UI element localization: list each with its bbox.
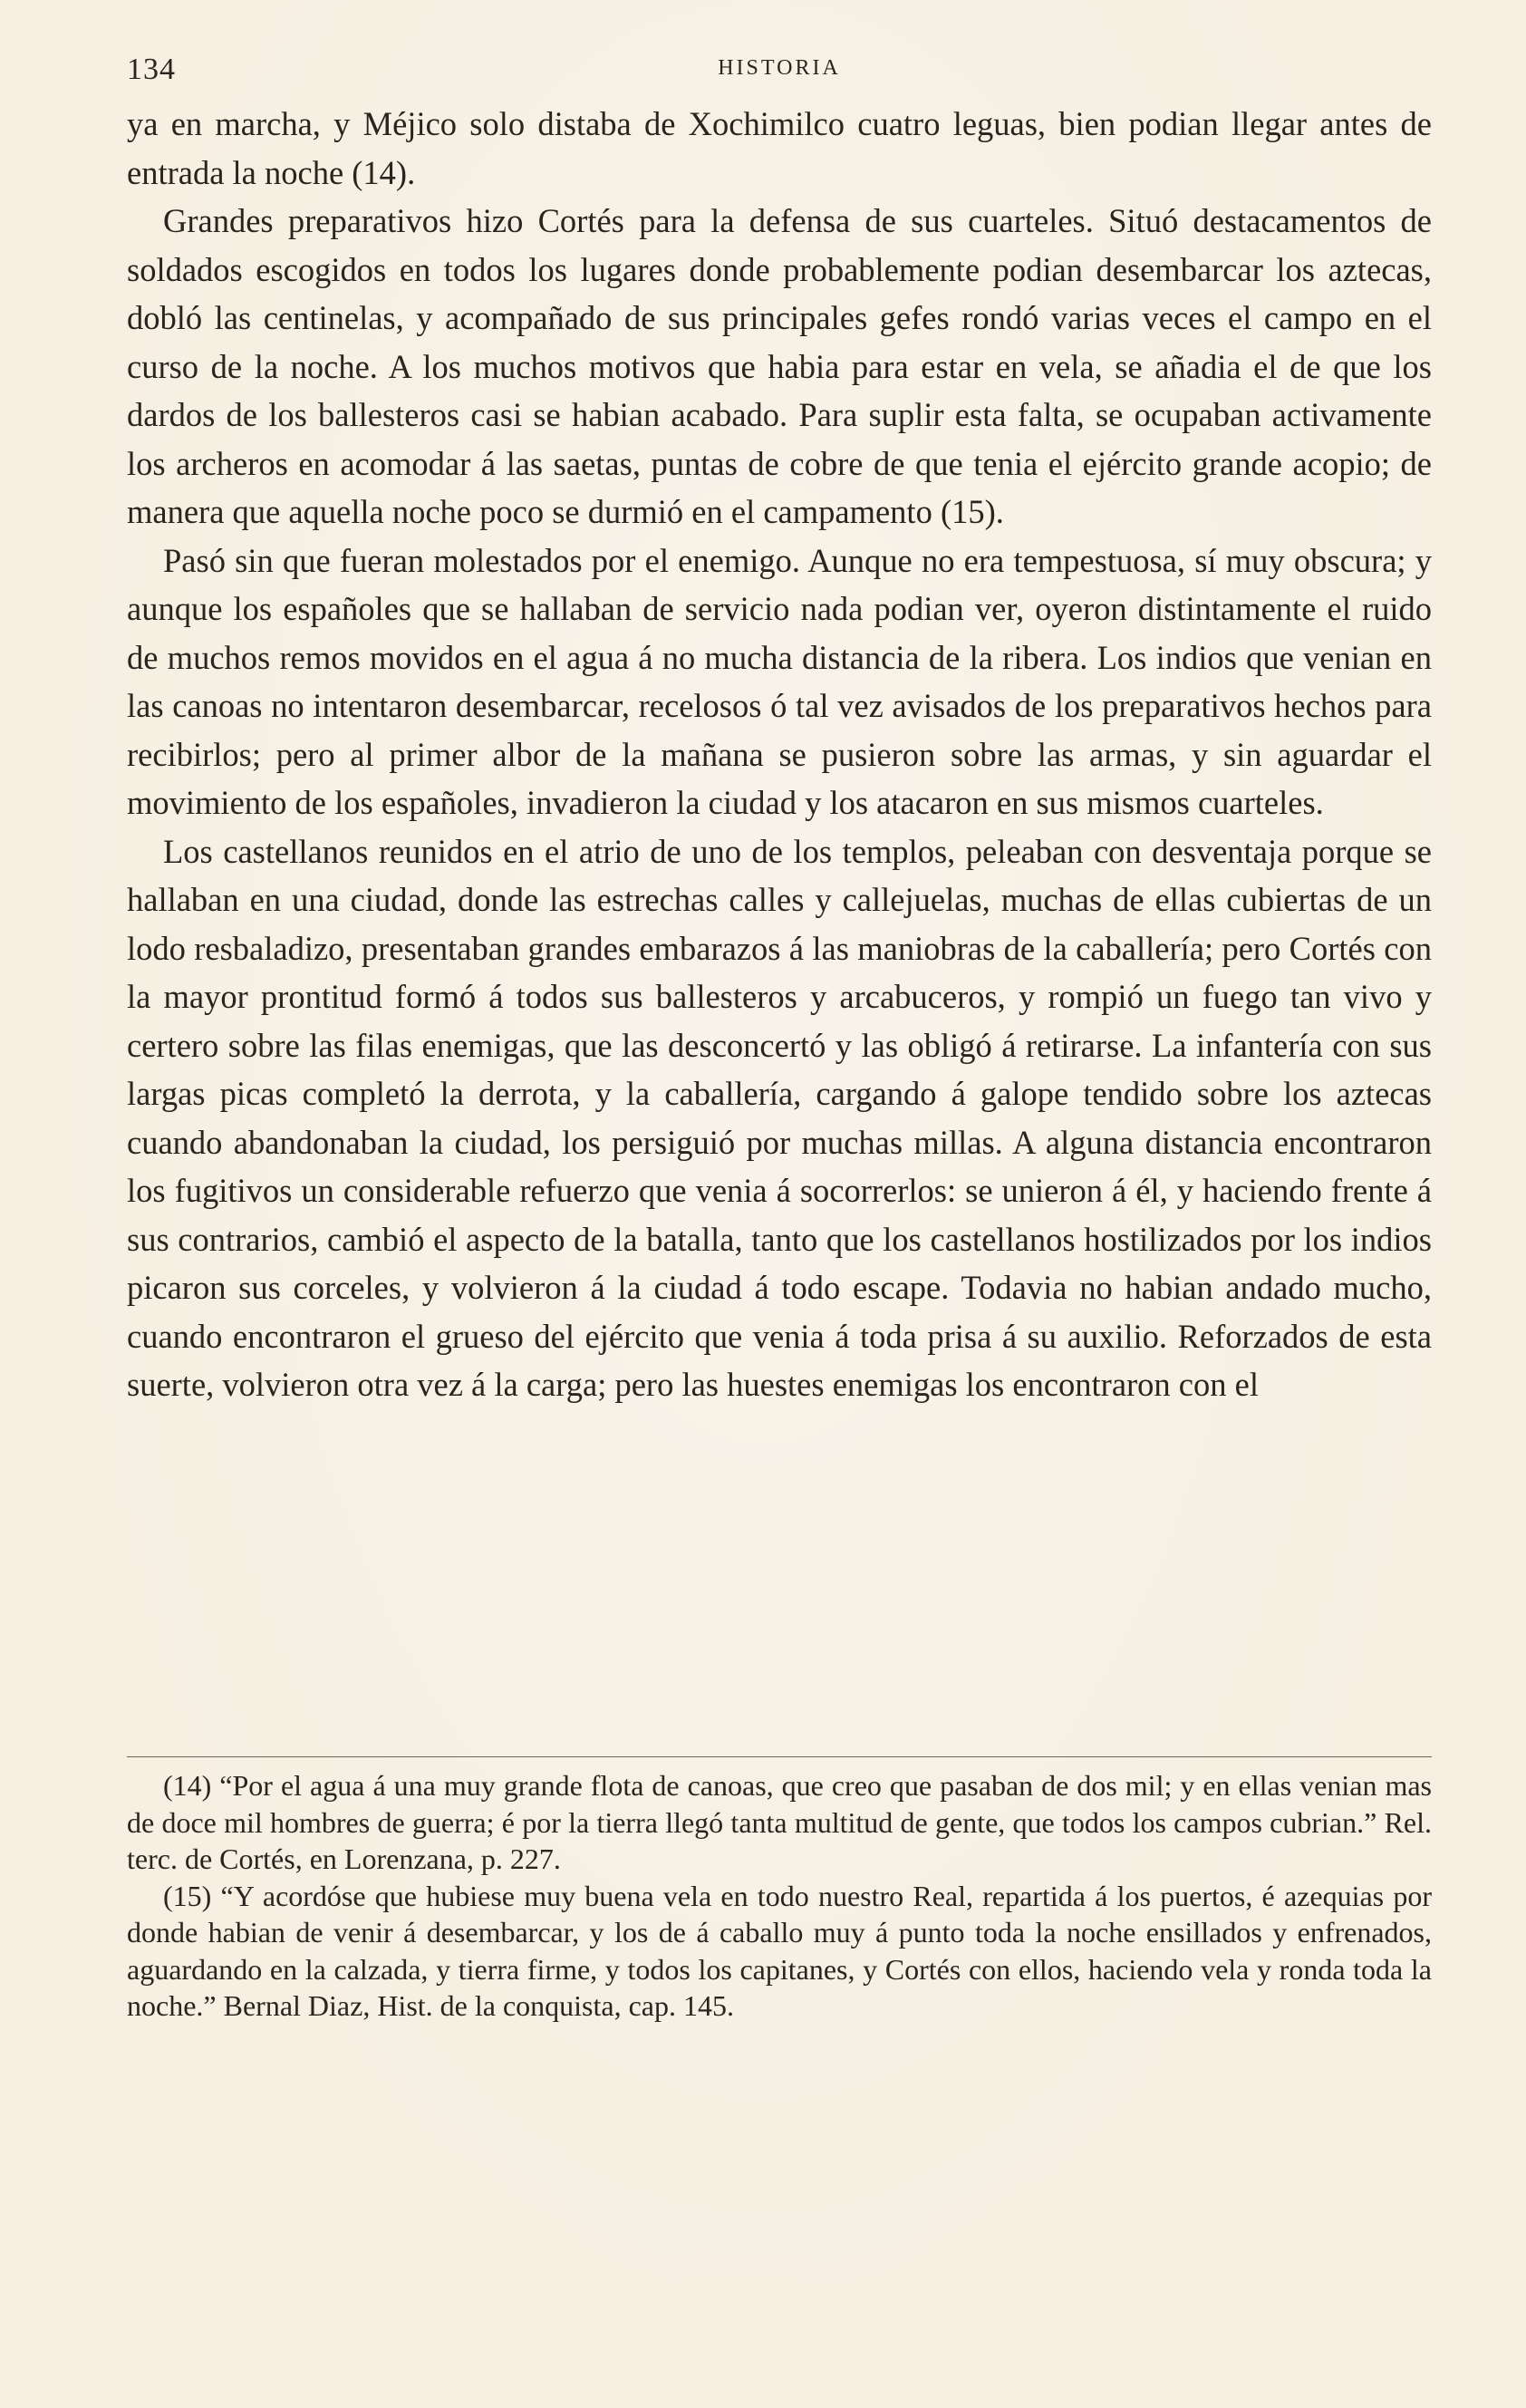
paragraph: ya en marcha, y Méjico solo distaba de Xochimilco cuatro leguas, bien podian llegar antes de entrada la noche (14). — [127, 105, 1432, 191]
footnotes — [127, 1767, 1432, 2025]
page-number: 134 — [127, 53, 176, 86]
main-text — [127, 100, 1432, 1409]
footnote-rule — [127, 1756, 1432, 1757]
page-header — [127, 53, 1432, 98]
footnote-15: (15) “Y acordóse que hubiese muy buena vela en todo nuestro Real, repartida á los puertos, é azequias por donde habian de venir á desembarcar, y los de á caballo muy á punto toda la noche ensillados y enfrenados, aguardando en la calzada, y tierra firme, y todos los capitanes, y Cortés con ellos, haciendo vela y ronda toda la noche.” Bernal Diaz, Hist. de la conquista, cap. 145. — [127, 1879, 1432, 2022]
paragraph: Los castellanos reunidos en el atrio de uno de los templos, peleaban con desventaja porque se hallaban en una ciudad, donde las estrechas calles y callejuelas, muchas de ellas cubiertas de un lodo resbaladizo, presentaban grandes embarazos á las maniobras de la caballería; pero Cortés con la mayor prontitud formó á todos sus ballesteros y arcabuceros, y rompió un fuego tan vivo y certero sobre las filas enemigas, que las desconcertó y las obligó á retirarse. La infantería con sus largas picas completó la derrota, y la caballería, cargando á galope tendido sobre los aztecas cuando abandonaban la ciudad, los persiguió por muchas millas. A alguna distancia encontraron los fugitivos un considerable refuerzo que venia á socorrerlos: se unieron á él, y haciendo frente á sus contrarios, cambió el aspecto de la batalla, tanto que los castellanos hostilizados por los indios picaron sus corceles, y volvieron á la ciudad á todo escape. Todavia no habian andado mucho, cuando encontraron el grueso del ejército que venia á toda prisa á su auxilio. Reforzados de esta suerte, volvieron otra vez á la carga; pero las huestes enemigas los encontraron con el — [127, 832, 1432, 1403]
paragraph: Grandes preparativos hizo Cortés para la defensa de sus cuarteles. Situó destacamentos de soldados escogidos en todos los lugares donde probablemente podian desembarcar los aztecas, dobló las centinelas, y acompañado de sus principales gefes rondó varias veces el campo en el curso de la noche. A los muchos motivos que habia para estar en vela, se añadia el de que los dardos de los ballesteros casi se habian acabado. Para suplir esta falta, se ocupaban activamente los archeros en acomodar á las saetas, puntas de cobre de que tenia el ejército grande acopio; de manera que aquella noche poco se durmió en el campamento (15). — [127, 202, 1432, 530]
paragraph: Pasó sin que fueran molestados por el enemigo. Aunque no era tempestuosa, sí muy obscura; y aunque los españoles que se hallaban de servicio nada podian ver, oyeron distintamente el ruido de muchos remos movidos en el agua á no mucha distancia de la ribera. Los indios que venian en las canoas no intentaron desembarcar, recelosos ó tal vez avisados de los preparativos hechos para recibirlos; pero al primer albor de la mañana se pusieron sobre las armas, y sin aguardar el movimiento de los españoles, invadieron la ciudad y los atacaron en sus mismos cuarteles. — [127, 541, 1432, 821]
footnote-14: (14) “Por el agua á una muy grande flota de canoas, que creo que pasaban de dos mil; y en ellas venian mas de doce mil hombres de guerra; é por la tierra llegó tanta multitud de gente, que todos los campos cubrian.” Rel. terc. de Cortés, en Lorenzana, p. 227. — [127, 1769, 1432, 1875]
running-head: HISTORIA — [718, 56, 841, 80]
